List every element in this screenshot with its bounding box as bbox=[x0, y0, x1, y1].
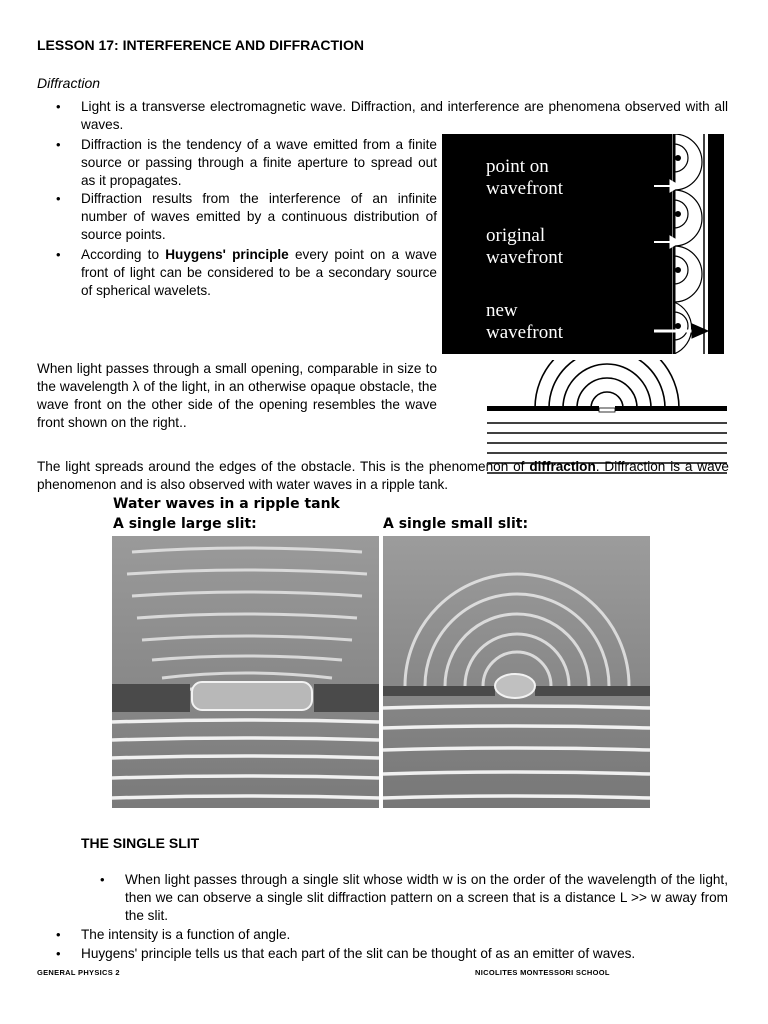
list-item: • When light passes through a single slit whose width w is on the order of the wavelength of the light, then we can observe a single slit diffraction pattern on a screen that is a distance L >> w away from the slit. bbox=[100, 872, 728, 923]
bullet-icon: • bbox=[56, 247, 61, 262]
footer-right: NICOLITES MONTESSORI SCHOOL bbox=[475, 968, 610, 977]
opening-paragraph: When light passes through a small opening, comparable in size to the wavelength λ of the light, in an otherwise opaque obstacle, the wave front on the other side of the opening resembles the wave front shown on the right.. bbox=[37, 361, 437, 430]
bullet-icon: • bbox=[56, 946, 61, 961]
bullet-icon: • bbox=[100, 872, 105, 887]
bullet-icon: • bbox=[56, 191, 61, 206]
list-item: • The intensity is a function of angle. bbox=[56, 927, 291, 942]
bullet-icon: • bbox=[56, 137, 61, 152]
label-new: new bbox=[486, 300, 518, 321]
label-point-on: point on bbox=[486, 156, 549, 177]
label-wavefront-1: wavefront bbox=[486, 178, 564, 199]
large-slit-ripple-photo bbox=[112, 536, 379, 808]
small-slit-ripple-photo bbox=[383, 536, 650, 808]
list-item: • Diffraction results from the interference of an infinite number of waves emitted by a continuous distribution of source points. bbox=[56, 191, 437, 242]
single-slit-heading: THE SINGLE SLIT bbox=[81, 835, 200, 851]
label-wavefront-3: wavefront bbox=[486, 322, 564, 343]
footer-left: GENERAL PHYSICS 2 bbox=[37, 968, 120, 977]
bullet-icon: • bbox=[56, 99, 61, 114]
ripple-tank-caption: Water waves in a ripple tank bbox=[113, 496, 340, 512]
huygens-wavefront-figure bbox=[442, 134, 724, 354]
large-slit-caption: A single large slit: bbox=[113, 516, 257, 532]
list-item: • Diffraction is the tendency of a wave emitted from a finite source or passing through a finite aperture to spread out as it propagates. bbox=[56, 137, 437, 188]
label-original: original bbox=[486, 225, 546, 246]
list-item: • According to Huygens' principle every point on a wave front of light can be considered to be a secondary source of spherical wavelets. bbox=[56, 247, 437, 298]
list-item: • Huygens' principle tells us that each part of the slit can be thought of as an emitter of waves. bbox=[56, 946, 636, 961]
small-slit-caption: A single small slit: bbox=[383, 516, 529, 532]
lesson-title: LESSON 17: INTERFERENCE AND DIFFRACTION bbox=[37, 37, 364, 53]
bullet-icon: • bbox=[56, 927, 61, 942]
section-title: Diffraction bbox=[37, 75, 101, 91]
diffraction-paragraph: The light spreads around the edges of the obstacle. This is the phenomenon of diffraction. Diffraction is a wave phenomenon and is also observed with water waves in a ripple tank. bbox=[37, 459, 729, 492]
label-wavefront-2: wavefront bbox=[486, 247, 564, 268]
list-item: • Light is a transverse electromagnetic wave. Diffraction, and interference are phenomena observed with all waves. bbox=[56, 99, 728, 132]
